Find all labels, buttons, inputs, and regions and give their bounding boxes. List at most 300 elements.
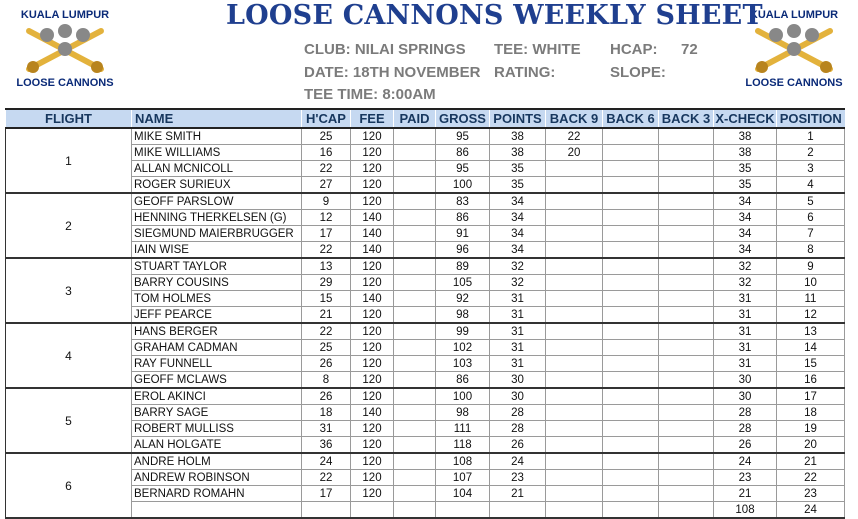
flight-cell: 1: [6, 128, 132, 193]
gross-cell: 95: [436, 128, 490, 145]
fee-cell: 120: [351, 486, 394, 502]
table-row: [6, 356, 845, 372]
back9-cell: [546, 470, 603, 486]
back9-cell: [546, 486, 603, 502]
logo-bottom-text: LOOSE CANNONS: [16, 77, 114, 89]
hcap-value: 72: [681, 41, 698, 58]
xcheck-cell: 35: [714, 177, 777, 194]
col-flight: FLIGHT: [6, 109, 132, 128]
name-cell: BARRY SAGE: [132, 405, 302, 421]
table-row: [6, 486, 845, 502]
paid-cell: [394, 437, 436, 454]
position-cell: 6: [777, 210, 845, 226]
xcheck-cell: 34: [714, 210, 777, 226]
position-cell: 14: [777, 340, 845, 356]
paid-cell: [394, 242, 436, 259]
points-cell: [490, 502, 546, 519]
back9-cell: [546, 193, 603, 210]
back3-cell: [659, 193, 714, 210]
name-cell: MIKE WILLIAMS: [132, 145, 302, 161]
back6-cell: [603, 405, 659, 421]
xcheck-cell: 108: [714, 502, 777, 519]
fee-cell: 120: [351, 470, 394, 486]
position-cell: 11: [777, 291, 845, 307]
back9-cell: 22: [546, 128, 603, 145]
gross-cell: 102: [436, 340, 490, 356]
col-fee: FEE: [351, 109, 394, 128]
paid-cell: [394, 193, 436, 210]
name-cell: GRAHAM CADMAN: [132, 340, 302, 356]
xcheck-cell: 38: [714, 128, 777, 145]
table-row: [6, 177, 845, 194]
position-cell: 16: [777, 372, 845, 389]
xcheck-cell: 32: [714, 258, 777, 275]
hcap-cell: 12: [302, 210, 351, 226]
hcap-cell: 22: [302, 161, 351, 177]
position-cell: 2: [777, 145, 845, 161]
position-cell: 18: [777, 405, 845, 421]
hcap-cell: 24: [302, 453, 351, 470]
xcheck-cell: 31: [714, 323, 777, 340]
back6-cell: [603, 275, 659, 291]
paid-cell: [394, 421, 436, 437]
col-back3: BACK 3: [659, 109, 714, 128]
gross-cell: 100: [436, 177, 490, 194]
name-cell: ANDRE HOLM: [132, 453, 302, 470]
xcheck-cell: 32: [714, 275, 777, 291]
points-cell: 32: [490, 275, 546, 291]
points-cell: 32: [490, 258, 546, 275]
fee-cell: 120: [351, 145, 394, 161]
paid-cell: [394, 372, 436, 389]
back3-cell: [659, 242, 714, 259]
back9-cell: [546, 356, 603, 372]
fee-cell: 140: [351, 210, 394, 226]
flight-cell: 2: [6, 193, 132, 258]
xcheck-cell: 30: [714, 372, 777, 389]
xcheck-cell: 31: [714, 356, 777, 372]
name-cell: BERNARD ROMAHN: [132, 486, 302, 502]
gross-cell: 92: [436, 291, 490, 307]
points-cell: 34: [490, 210, 546, 226]
back3-cell: [659, 437, 714, 454]
hcap-cell: 17: [302, 486, 351, 502]
date-label: DATE: 18TH NOVEMBER: [304, 64, 481, 81]
back3-cell: [659, 226, 714, 242]
back6-cell: [603, 356, 659, 372]
table-row: [6, 226, 845, 242]
fee-cell: 140: [351, 242, 394, 259]
xcheck-cell: 31: [714, 307, 777, 324]
hcap-cell: 29: [302, 275, 351, 291]
page-title: LOOSE CANNONS WEEKLY SHEET: [226, 0, 763, 31]
xcheck-cell: 34: [714, 226, 777, 242]
xcheck-cell: 26: [714, 437, 777, 454]
hcap-cell: 18: [302, 405, 351, 421]
back6-cell: [603, 453, 659, 470]
table-row: [6, 193, 845, 210]
points-cell: 30: [490, 388, 546, 405]
hcap-cell: 25: [302, 340, 351, 356]
back9-cell: [546, 405, 603, 421]
paid-cell: [394, 291, 436, 307]
crossed-cannons-icon: [21, 23, 109, 77]
position-cell: 4: [777, 177, 845, 194]
position-cell: 7: [777, 226, 845, 242]
back9-cell: [546, 275, 603, 291]
xcheck-cell: 31: [714, 291, 777, 307]
back9-cell: [546, 372, 603, 389]
back3-cell: [659, 405, 714, 421]
name-cell: IAIN WISE: [132, 242, 302, 259]
back6-cell: [603, 226, 659, 242]
back6-cell: [603, 210, 659, 226]
back3-cell: [659, 502, 714, 519]
gross-cell: [436, 502, 490, 519]
table-row: [6, 340, 845, 356]
back9-cell: [546, 258, 603, 275]
back3-cell: [659, 453, 714, 470]
name-cell: ROBERT MULLISS: [132, 421, 302, 437]
back6-cell: [603, 177, 659, 194]
table-row: [6, 405, 845, 421]
table-row: [6, 242, 845, 259]
back6-cell: [603, 323, 659, 340]
crossed-cannons-icon: [750, 23, 838, 77]
col-back6: BACK 6: [603, 109, 659, 128]
table-row: [6, 128, 845, 145]
back6-cell: [603, 307, 659, 324]
position-cell: 10: [777, 275, 845, 291]
back9-cell: [546, 226, 603, 242]
points-cell: 23: [490, 470, 546, 486]
fee-cell: 120: [351, 307, 394, 324]
paid-cell: [394, 388, 436, 405]
back3-cell: [659, 372, 714, 389]
fee-cell: 120: [351, 453, 394, 470]
back9-cell: [546, 502, 603, 519]
back9-cell: [546, 161, 603, 177]
paid-cell: [394, 502, 436, 519]
flight-cell: 4: [6, 323, 132, 388]
back6-cell: [603, 388, 659, 405]
points-cell: 31: [490, 340, 546, 356]
xcheck-cell: 34: [714, 242, 777, 259]
gross-cell: 91: [436, 226, 490, 242]
back9-cell: [546, 177, 603, 194]
fee-cell: 120: [351, 356, 394, 372]
logo-left: [7, 8, 123, 92]
gross-cell: 111: [436, 421, 490, 437]
hcap-cell: 22: [302, 242, 351, 259]
points-cell: 34: [490, 193, 546, 210]
paid-cell: [394, 356, 436, 372]
table-row: [6, 470, 845, 486]
gross-cell: 86: [436, 145, 490, 161]
back3-cell: [659, 388, 714, 405]
points-cell: 34: [490, 242, 546, 259]
name-cell: MIKE SMITH: [132, 128, 302, 145]
hcap-cell: 31: [302, 421, 351, 437]
table-row: [6, 145, 845, 161]
club-label: CLUB: NILAI SPRINGS: [304, 41, 466, 58]
position-cell: 8: [777, 242, 845, 259]
name-cell: GEOFF MCLAWS: [132, 372, 302, 389]
back6-cell: [603, 486, 659, 502]
results-table: [5, 108, 845, 519]
hcap-cell: 26: [302, 356, 351, 372]
name-cell: ANDREW ROBINSON: [132, 470, 302, 486]
back3-cell: [659, 128, 714, 145]
name-cell: TOM HOLMES: [132, 291, 302, 307]
fee-cell: 120: [351, 388, 394, 405]
position-cell: 19: [777, 421, 845, 437]
back9-cell: [546, 340, 603, 356]
flight-cell: 5: [6, 388, 132, 453]
back3-cell: [659, 307, 714, 324]
paid-cell: [394, 453, 436, 470]
gross-cell: 96: [436, 242, 490, 259]
fee-cell: 120: [351, 421, 394, 437]
position-cell: 5: [777, 193, 845, 210]
back6-cell: [603, 291, 659, 307]
points-cell: 28: [490, 405, 546, 421]
position-cell: 15: [777, 356, 845, 372]
points-cell: 28: [490, 421, 546, 437]
header-row: [6, 109, 845, 128]
back3-cell: [659, 145, 714, 161]
name-cell: EROL AKINCI: [132, 388, 302, 405]
position-cell: 9: [777, 258, 845, 275]
paid-cell: [394, 145, 436, 161]
xcheck-cell: 24: [714, 453, 777, 470]
back9-cell: [546, 323, 603, 340]
gross-cell: 89: [436, 258, 490, 275]
name-cell: SIEGMUND MAIERBRUGGER: [132, 226, 302, 242]
position-cell: 17: [777, 388, 845, 405]
table-row: [6, 161, 845, 177]
name-cell: ALLAN MCNICOLL: [132, 161, 302, 177]
name-cell: STUART TAYLOR: [132, 258, 302, 275]
table-row: [6, 372, 845, 389]
back3-cell: [659, 258, 714, 275]
position-cell: 1: [777, 128, 845, 145]
xcheck-cell: 23: [714, 470, 777, 486]
gross-cell: 83: [436, 193, 490, 210]
tee-time-label: TEE TIME: 8:00AM: [304, 86, 436, 103]
name-cell: GEOFF PARSLOW: [132, 193, 302, 210]
points-cell: 26: [490, 437, 546, 454]
gross-cell: 100: [436, 388, 490, 405]
back3-cell: [659, 421, 714, 437]
back9-cell: [546, 453, 603, 470]
name-cell: BARRY COUSINS: [132, 275, 302, 291]
paid-cell: [394, 307, 436, 324]
position-cell: 22: [777, 470, 845, 486]
back9-cell: [546, 242, 603, 259]
fee-cell: 140: [351, 405, 394, 421]
col-gross: GROSS: [436, 109, 490, 128]
gross-cell: 86: [436, 372, 490, 389]
points-cell: 31: [490, 307, 546, 324]
col-points: POINTS: [490, 109, 546, 128]
gross-cell: 108: [436, 453, 490, 470]
flight-cell: 6: [6, 453, 132, 518]
paid-cell: [394, 323, 436, 340]
fee-cell: 120: [351, 161, 394, 177]
back3-cell: [659, 340, 714, 356]
back3-cell: [659, 210, 714, 226]
paid-cell: [394, 226, 436, 242]
back6-cell: [603, 128, 659, 145]
col-paid: PAID: [394, 109, 436, 128]
xcheck-cell: 28: [714, 405, 777, 421]
hcap-cell: 36: [302, 437, 351, 454]
paid-cell: [394, 161, 436, 177]
slope-label: SLOPE:: [610, 64, 666, 81]
table-row: [6, 258, 845, 275]
table-row: [6, 437, 845, 454]
gross-cell: 95: [436, 161, 490, 177]
back6-cell: [603, 372, 659, 389]
back3-cell: [659, 161, 714, 177]
points-cell: 31: [490, 356, 546, 372]
col-back9: BACK 9: [546, 109, 603, 128]
paid-cell: [394, 128, 436, 145]
back9-cell: [546, 388, 603, 405]
col-xcheck: X-CHECK: [715, 111, 775, 126]
name-cell: ALAN HOLGATE: [132, 437, 302, 454]
points-cell: 30: [490, 372, 546, 389]
hcap-cell: 17: [302, 226, 351, 242]
table-row: [6, 323, 845, 340]
back6-cell: [603, 470, 659, 486]
paid-cell: [394, 258, 436, 275]
fee-cell: 120: [351, 323, 394, 340]
paid-cell: [394, 275, 436, 291]
hcap-cell: 13: [302, 258, 351, 275]
back6-cell: [603, 161, 659, 177]
fee-cell: 120: [351, 258, 394, 275]
hcap-cell: 22: [302, 323, 351, 340]
paid-cell: [394, 486, 436, 502]
hcap-cell: 25: [302, 128, 351, 145]
position-cell: 21: [777, 453, 845, 470]
fee-cell: 140: [351, 291, 394, 307]
name-cell: ROGER SURIEUX: [132, 177, 302, 194]
logo-bottom-text: LOOSE CANNONS: [745, 77, 843, 89]
fee-cell: 140: [351, 226, 394, 242]
back3-cell: [659, 470, 714, 486]
back9-cell: [546, 437, 603, 454]
paid-cell: [394, 340, 436, 356]
back3-cell: [659, 323, 714, 340]
table-row: [6, 307, 845, 324]
gross-cell: 103: [436, 356, 490, 372]
points-cell: 34: [490, 226, 546, 242]
table-row: [6, 275, 845, 291]
back3-cell: [659, 275, 714, 291]
back9-cell: [546, 307, 603, 324]
fee-cell: 120: [351, 177, 394, 194]
logo-top-text: KUALA LUMPUR: [20, 9, 110, 21]
points-cell: 38: [490, 128, 546, 145]
fee-cell: 120: [351, 437, 394, 454]
back3-cell: [659, 177, 714, 194]
gross-cell: 118: [436, 437, 490, 454]
back9-cell: 20: [546, 145, 603, 161]
fee-cell: 120: [351, 193, 394, 210]
position-cell: 3: [777, 161, 845, 177]
back6-cell: [603, 437, 659, 454]
back3-cell: [659, 486, 714, 502]
back3-cell: [659, 291, 714, 307]
table-row: [6, 502, 845, 519]
hcap-cell: 15: [302, 291, 351, 307]
gross-cell: 98: [436, 307, 490, 324]
fee-cell: 120: [351, 372, 394, 389]
points-cell: 24: [490, 453, 546, 470]
hcap-cell: [302, 502, 351, 519]
name-cell: HENNING THERKELSEN (G): [132, 210, 302, 226]
xcheck-cell: 30: [714, 388, 777, 405]
flight-cell: 3: [6, 258, 132, 323]
name-cell: JEFF PEARCE: [132, 307, 302, 324]
hcap-cell: 27: [302, 177, 351, 194]
hcap-cell: 26: [302, 388, 351, 405]
paid-cell: [394, 405, 436, 421]
points-cell: 21: [490, 486, 546, 502]
hcap-cell: 16: [302, 145, 351, 161]
xcheck-cell: 34: [714, 193, 777, 210]
xcheck-cell: 21: [714, 486, 777, 502]
position-cell: 23: [777, 486, 845, 502]
back9-cell: [546, 210, 603, 226]
back9-cell: [546, 421, 603, 437]
points-cell: 38: [490, 145, 546, 161]
fee-cell: 120: [351, 128, 394, 145]
position-cell: 24: [777, 502, 845, 519]
back6-cell: [603, 421, 659, 437]
hcap-label: HCAP:: [610, 41, 658, 58]
col-name: NAME: [132, 109, 302, 128]
back3-cell: [659, 356, 714, 372]
gross-cell: 86: [436, 210, 490, 226]
table-row: [6, 453, 845, 470]
back6-cell: [603, 258, 659, 275]
xcheck-cell: 35: [714, 161, 777, 177]
tee-label: TEE: WHITE: [494, 41, 581, 58]
fee-cell: [351, 502, 394, 519]
xcheck-cell: 38: [714, 145, 777, 161]
hcap-cell: 22: [302, 470, 351, 486]
fee-cell: 120: [351, 340, 394, 356]
table-row: [6, 291, 845, 307]
col-hcap: H'CAP: [302, 109, 351, 128]
gross-cell: 105: [436, 275, 490, 291]
gross-cell: 98: [436, 405, 490, 421]
back6-cell: [603, 145, 659, 161]
xcheck-cell: 28: [714, 421, 777, 437]
paid-cell: [394, 177, 436, 194]
position-cell: 13: [777, 323, 845, 340]
back6-cell: [603, 193, 659, 210]
name-cell: [132, 502, 302, 519]
back6-cell: [603, 340, 659, 356]
paid-cell: [394, 210, 436, 226]
gross-cell: 104: [436, 486, 490, 502]
gross-cell: 107: [436, 470, 490, 486]
